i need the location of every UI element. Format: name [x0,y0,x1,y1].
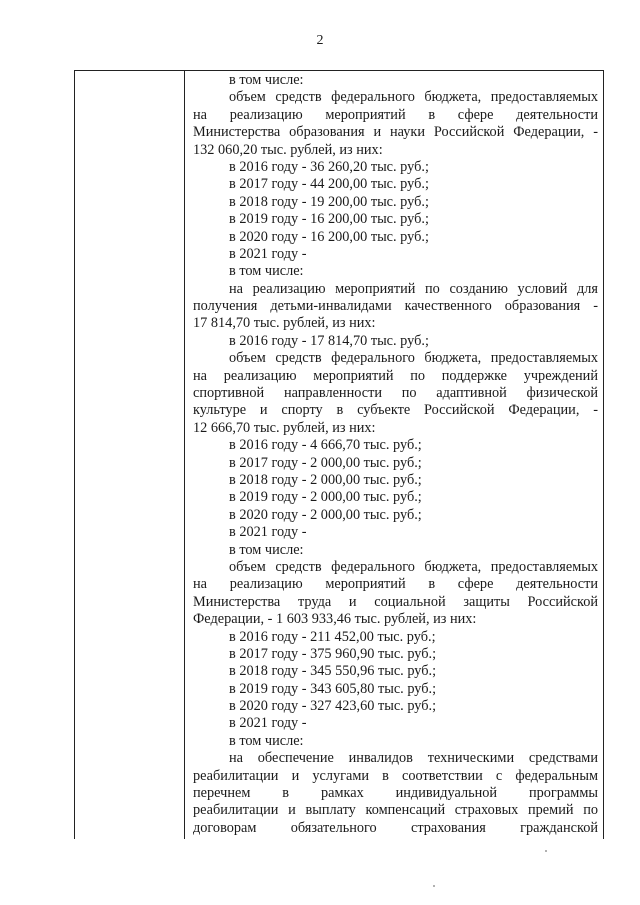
text-line: в том числе: [229,732,304,749]
text-line: в 2017 году - 2 000,00 тыс. руб.; [229,454,422,471]
text-line: Министерства труда и социальной защиты Российской [193,593,598,610]
text-line: в 2016 году - 17 814,70 тыс. руб.; [229,332,429,349]
text-line: Министерства образования и науки Российской Федерации, - [193,124,598,141]
text-line: в 2016 году - 211 452,00 тыс. руб.; [229,628,436,645]
text-line: договорам обязательного страхования гражданской [193,819,598,836]
text-line: в 2016 году - 4 666,70 тыс. руб.; [229,437,422,454]
text-line: в 2020 году - 327 423,60 тыс. руб.; [229,698,437,715]
text-line: перечнем в рамках индивидуальной программы [193,785,598,802]
text-line: в 2020 году - 2 000,00 тыс. руб.; [229,506,422,523]
text-line: объем средств федерального бюджета, предоставляемых [229,558,598,575]
text-line: в 2020 году - 16 200,00 тыс. руб.; [229,228,429,245]
text-line: получения детьми-инвалидами качественного образования - [193,298,598,315]
text-line: на реализацию мероприятий в сфере деятельности [193,106,598,123]
text-line: на реализацию мероприятий по поддержке учреждений [193,367,598,384]
text-line: 12 666,70 тыс. рублей, из них: [193,419,376,436]
page-number: 2 [316,33,324,48]
text-line: 17 814,70 тыс. рублей, из них: [193,315,376,332]
text-line: в 2017 году - 44 200,00 тыс. руб.; [229,176,429,193]
text-line: на реализацию мероприятий в сфере деятельности [193,576,598,593]
text-line: 132 060,20 тыс. рублей, из них: [193,141,383,158]
text-line: объем средств федерального бюджета, предоставляемых [229,89,598,106]
program-table [74,70,604,839]
text-line: в 2021 году - [229,245,307,262]
text-line: в том числе: [229,263,304,280]
text-line: на реализацию мероприятий по созданию условий для [229,280,598,297]
text-line: в 2016 году - 36 260,20 тыс. руб.; [229,158,429,175]
text-line: объем средств федерального бюджета, предоставляемых [229,350,598,367]
text-line: в 2019 году - 16 200,00 тыс. руб.; [229,211,429,228]
text-line: в 2018 году - 2 000,00 тыс. руб.; [229,471,422,488]
text-line: культуре и спорту в субъекте Российской Федерации, - [193,402,598,419]
column-divider [184,71,185,839]
text-line: в том числе: [229,72,304,88]
scan-speck [433,885,435,887]
text-line: реабилитации и выплату компенсаций страховых премий по [193,802,598,819]
text-line: Федерации, - 1 603 933,46 тыс. рублей, из них: [193,611,477,628]
text-line: в том числе: [229,541,304,558]
text-line: в 2019 году - 343 605,80 тыс. руб.; [229,680,437,697]
text-line: в 2021 году - [229,524,307,541]
text-line: в 2018 году - 345 550,96 тыс. руб.; [229,663,437,680]
text-line: реабилитации и услугами в соответствии с федеральным [193,767,598,784]
text-line: в 2018 году - 19 200,00 тыс. руб.; [229,193,429,210]
text-line: в 2019 году - 2 000,00 тыс. руб.; [229,489,422,506]
text-line: на обеспечение инвалидов техническими средствами [229,750,598,767]
scan-speck [545,850,547,852]
text-line: в 2017 году - 375 960,90 тыс. руб.; [229,645,437,662]
text-line: в 2021 году - [229,715,307,732]
text-line: спортивной направленности по адаптивной физической [193,385,598,402]
funding-text-cell [193,72,598,837]
